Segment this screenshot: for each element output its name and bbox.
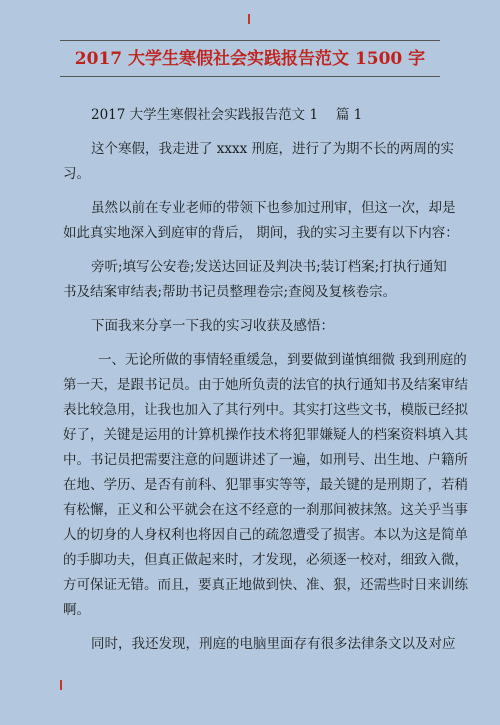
page-top-mark <box>248 14 250 24</box>
paragraph-line: 人的切身的人身权利也将因自己的疏忽遭受了损害。本以为这是简单 <box>63 527 468 543</box>
paragraph-line: 如此真实地深入到庭审的背后， 期间，我的实习主要有以下内容： <box>63 225 459 241</box>
paragraph-line: 啊。 <box>63 602 90 618</box>
paragraph-line: 虽然以前在专业老师的带领下也参加过刑审，但这一次，却是 <box>91 200 456 216</box>
paragraph-line: 同时，我还发现，刑庭的电脑里面存有很多法律条文以及对应 <box>91 636 456 652</box>
document-title: 2017 大学生寒假社会实践报告范文 1500 字 <box>74 49 426 69</box>
paragraph-line: 旁听;填写公安卷;发送达回证及判决书;装订档案;打执行通知 <box>91 259 447 275</box>
paragraph-line: 第一天，是跟书记员。由于她所负责的法官的执行通知书及结案审结 <box>63 377 468 393</box>
page-bottom-mark <box>60 680 62 690</box>
paragraph-line: 书及结案审结表;帮助书记员整理卷宗;查阅及复核卷宗。 <box>63 284 397 300</box>
paragraph-line: 好了，关键是运用的计算机操作技术将犯罪嫌疑人的档案资料填入其 <box>63 427 468 443</box>
paragraph-line: 有松懈，正义和公平就会在这不经意的一刹那间被抹煞。这关乎当事 <box>63 502 468 518</box>
paragraph-line: 方可保证无错。而且，要真正地做到快、准、狠，还需些时日来训练 <box>63 577 468 593</box>
section-subtitle: 2017 大学生寒假社会实践报告范文 1 篇 1 <box>91 107 363 123</box>
title-bottom-rule <box>60 76 440 77</box>
document-body <box>63 103 468 657</box>
paragraph-line: 在地、学历、是否有前科、犯罪事实等等，最关键的是刑期了，若稍 <box>63 477 468 493</box>
paragraph-line: 表比较急用，让我也加入了其行列中。其实打这些文书，模版已经拟 <box>63 402 468 418</box>
paragraph-line: 习。 <box>63 166 90 182</box>
paragraph-line: 下面我来分享一下我的实习收获及感悟： <box>91 318 334 334</box>
paragraph-line: 的手脚功夫，但真正做起来时，才发现，必须逐一校对，细致入微， <box>63 552 468 568</box>
paragraph-line: 中。书记员把需要注意的问题讲述了一遍，如刑号、出生地、户籍所 <box>63 452 468 468</box>
title-top-rule <box>60 40 440 41</box>
paragraph-line: 一、无论所做的事情轻重缓急，到要做到谨慎细微 我到刑庭的 <box>98 352 467 368</box>
paragraph-line: 这个寒假，我走进了 xxxx 刑庭，进行了为期不长的两周的实 <box>91 141 455 157</box>
